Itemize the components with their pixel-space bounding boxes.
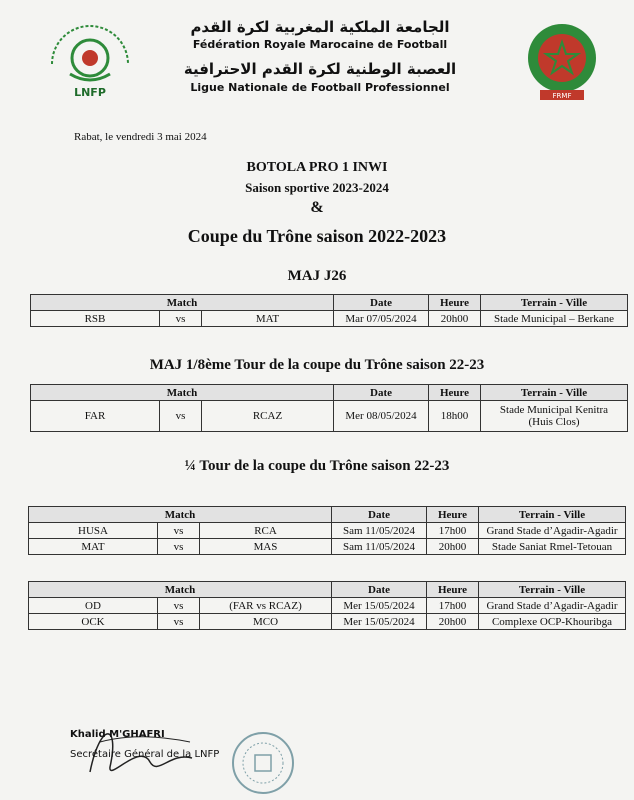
home-team: HUSA <box>29 523 158 539</box>
col-date: Date <box>334 385 429 401</box>
home-team: OD <box>29 598 158 614</box>
away-team: RCAZ <box>202 401 334 432</box>
home-team: MAT <box>29 539 158 555</box>
header-arabic-league: العصبة الوطنية لكرة القدم الاحترافية <box>183 60 457 78</box>
match-time: 20h00 <box>429 311 481 327</box>
header-arabic-federation: الجامعة الملكية المغربية لكرة القدم <box>190 18 450 36</box>
signatory-name: Khalid M'GHAFRI <box>70 729 165 740</box>
vs-label: vs <box>160 401 202 432</box>
venue-line1: Stade Municipal Kenitra <box>499 404 609 416</box>
section-quarter-final-title: ¼ Tour de la coupe du Trône saison 22-23 <box>184 458 450 474</box>
official-stamp-icon <box>228 730 298 796</box>
col-heure: Heure <box>429 385 481 401</box>
table-row <box>29 539 626 555</box>
col-terrain: Terrain - Ville <box>479 582 626 598</box>
col-date: Date <box>332 582 427 598</box>
match-date: Sam 11/05/2024 <box>332 539 427 555</box>
vs-label: vs <box>160 311 202 327</box>
vs-label: vs <box>158 539 200 555</box>
frmf-logo <box>520 20 604 112</box>
table-row <box>31 311 628 327</box>
venue-line2: (Huis Clos) <box>528 416 580 428</box>
table-quarter-final-b <box>28 581 626 630</box>
table-eighth-final <box>30 384 628 432</box>
col-heure: Heure <box>427 582 479 598</box>
header-federation: Fédération Royale Marocaine de Football <box>192 38 448 51</box>
match-venue: Grand Stade d’Agadir-Agadir <box>479 523 626 539</box>
col-heure: Heure <box>427 507 479 523</box>
match-venue: Stade Saniat Rmel-Tetouan <box>479 539 626 555</box>
col-match: Match <box>31 295 334 311</box>
col-terrain: Terrain - Ville <box>481 385 628 401</box>
away-team: MAS <box>200 539 332 555</box>
frmf-logo-text: FRMF <box>552 92 572 100</box>
col-date: Date <box>334 295 429 311</box>
match-date: Mer 15/05/2024 <box>332 614 427 630</box>
match-time: 17h00 <box>427 523 479 539</box>
col-date: Date <box>332 507 427 523</box>
match-time: 20h00 <box>427 539 479 555</box>
vs-label: vs <box>158 614 200 630</box>
match-venue: Stade Municipal – Berkane <box>481 311 628 327</box>
section-maj-j26-title: MAJ J26 <box>287 268 347 284</box>
col-match: Match <box>29 582 332 598</box>
lnfp-logo-text: LNFP <box>74 86 106 99</box>
title-ampersand: & <box>310 199 324 216</box>
signatory-title: Secrétaire Général de la LNFP <box>70 749 220 760</box>
vs-label: vs <box>158 598 200 614</box>
away-team: RCA <box>200 523 332 539</box>
match-date: Mer 08/05/2024 <box>334 401 429 432</box>
table-row <box>31 401 628 432</box>
table-quarter-final-a <box>28 506 626 555</box>
section-eighth-final-title: MAJ 1/8ème Tour de la coupe du Trône saison 22-23 <box>149 357 485 373</box>
title-coupe: Coupe du Trône saison 2022-2023 <box>187 226 447 246</box>
col-terrain: Terrain - Ville <box>479 507 626 523</box>
away-team: MAT <box>202 311 334 327</box>
lnfp-logo <box>40 18 140 100</box>
home-team: FAR <box>31 401 160 432</box>
match-date: Mar 07/05/2024 <box>334 311 429 327</box>
home-team: OCK <box>29 614 158 630</box>
match-venue: Grand Stade d’Agadir-Agadir <box>479 598 626 614</box>
col-match: Match <box>31 385 334 401</box>
title-botola: BOTOLA PRO 1 INWI <box>246 160 388 175</box>
col-match: Match <box>29 507 332 523</box>
table-row <box>29 614 626 630</box>
away-team: MCO <box>200 614 332 630</box>
header-league: Ligue Nationale de Football Professionnel <box>190 81 450 94</box>
date-line: Rabat, le vendredi 3 mai 2024 <box>74 131 207 143</box>
match-venue: Complexe OCP-Khouribga <box>479 614 626 630</box>
match-time: 17h00 <box>427 598 479 614</box>
vs-label: vs <box>158 523 200 539</box>
table-header-row <box>31 385 628 401</box>
match-venue <box>481 401 628 432</box>
match-time: 20h00 <box>427 614 479 630</box>
match-time: 18h00 <box>429 401 481 432</box>
table-header-row <box>31 295 628 311</box>
table-row <box>29 598 626 614</box>
table-maj-j26 <box>30 294 628 327</box>
col-terrain: Terrain - Ville <box>481 295 628 311</box>
table-header-row <box>29 582 626 598</box>
table-row <box>29 523 626 539</box>
col-heure: Heure <box>429 295 481 311</box>
match-date: Sam 11/05/2024 <box>332 523 427 539</box>
home-team: RSB <box>31 311 160 327</box>
match-date: Mer 15/05/2024 <box>332 598 427 614</box>
away-team: (FAR vs RCAZ) <box>200 598 332 614</box>
title-season: Saison sportive 2023-2024 <box>245 180 389 195</box>
table-header-row <box>29 507 626 523</box>
